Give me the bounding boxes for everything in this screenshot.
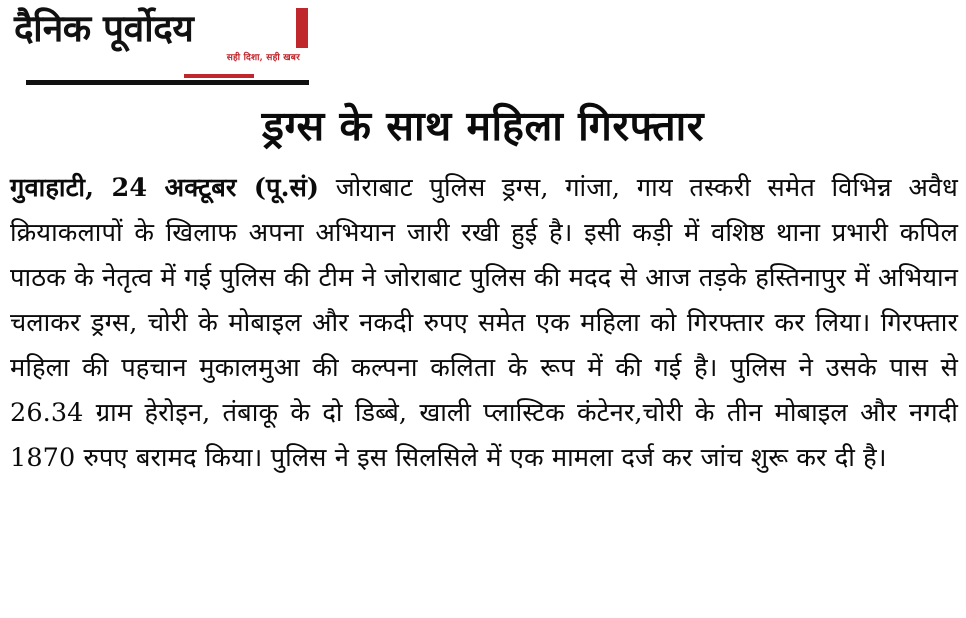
masthead-red-rule [184,74,254,78]
article-body [10,166,958,481]
article-headline: ड्रग्स के साथ महिला गिरफ्तार [262,102,704,150]
article-text: जोराबाट पुलिस ड्रग्स, गांजा, गाय तस्करी समेत विभिन्न अवैध क्रियाकलापों के खिलाफ अपना अभियान जारी रखी हुई है। इसी कड़ी में वशिष्ठ थाना प्रभारी कपिल पाठक के नेतृत्व में गई पुलिस की टीम ने जोराबाट पुलिस की मदद से आज तड़के हस्तिनापुर में अभियान चलाकर ड्रग्स, चोरी के मोबाइल और नकदी रुपए समेत एक महिला को गिरफ्तार कर लिया। गिरफ्तार महिला की पहचान मुकालमुआ की कल्पना कलिता के रूप में की गई है। पुलिस ने उसके पास से 26.34 ग्राम हेरोइन, तंबाकू के दो डिब्बे, खाली प्लास्टिक कंटेनर,चोरी के तीन मोबाइल और नगदी 1870 रुपए बरामद किया। पुलिस ने इस सिलसिले में एक मामला दर्ज कर जांच शुरू क‍र दी है। [10,173,958,473]
masthead [14,6,314,74]
masthead-accent-bar [296,8,308,48]
masthead-tagline: सही दिशा, सही खबर [226,53,300,63]
masthead-divider [26,80,309,85]
article-dateline: गुवाहाटी, 24 अक्टूबर (पू.सं) [10,173,320,203]
newspaper-clipping [0,6,966,618]
masthead-title: दैनिक पूर्वोदय [14,6,194,50]
